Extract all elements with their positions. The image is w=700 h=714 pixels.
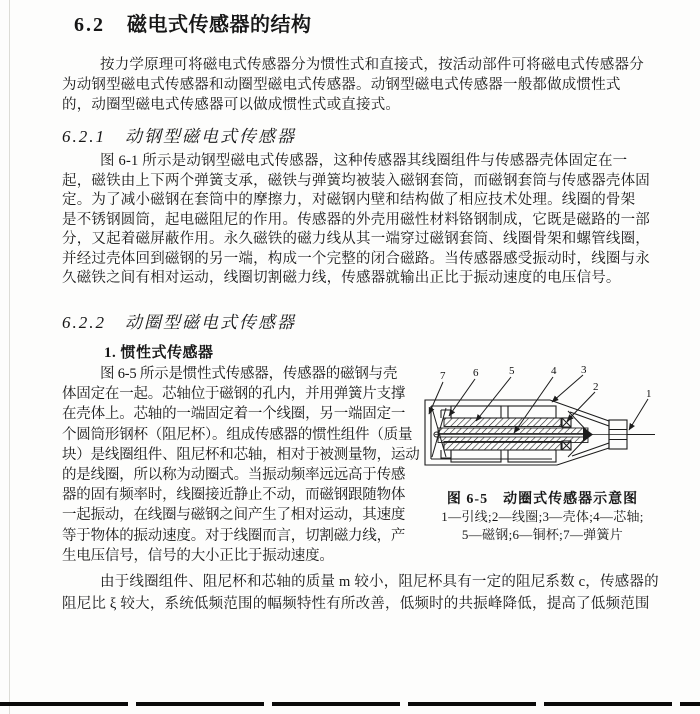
section-heading-622: 6.2.2 动圈型磁电式传感器 <box>62 313 296 332</box>
paragraph-line: 在壳体上。芯轴的一端固定着一个线圈，另一端固定一 <box>62 406 406 423</box>
section-621-paragraph <box>62 152 662 289</box>
leader-1 <box>629 399 648 430</box>
magnet-block <box>451 450 501 462</box>
paragraph-line: 的是线圈，所以称为动圈式。当振动频率远远高于传感 <box>62 467 406 484</box>
leader-3 <box>552 375 583 402</box>
copper-cup <box>441 410 451 458</box>
subsection-heading-inertial: 1. 惯性式传感器 <box>104 345 214 361</box>
paragraph-line: 定。为了减小磁钢在套筒中的摩擦力，对磁钢内壁和结构做了相应技术处理。线圈的骨架 <box>62 192 636 208</box>
paragraph-line: 为动钢型磁电式传感器和动圈型磁电式传感器。动钢型磁电式传感器一般都做成惯性式 <box>62 77 621 93</box>
paragraph-line: 一起振动，在线圈与磁钢之间产生了相对运动，其速度 <box>62 507 406 524</box>
paragraph-line: 的，动圈型磁电式传感器可以做成惯性式或直接式。 <box>62 97 401 113</box>
magnet-block <box>451 406 501 418</box>
sensor-cross-section-diagram <box>415 366 670 486</box>
figure-label-2: 2 <box>593 381 599 393</box>
figure-6-5 <box>415 366 670 544</box>
paragraph-line: 由于线圈组件、阻尼杯和芯轴的质量 m 较小，阻尼杯具有一定的阻尼系数 c，传感器的 <box>100 574 659 590</box>
leader-7 <box>429 382 443 414</box>
paragraph-line: 阻尼比 ξ 较大，系统低频范围的幅频特性有所改善，低频时的共振峰降低，提高了低频范围 <box>62 596 650 612</box>
page-title <box>74 8 312 37</box>
figure-legend-line2: 5—磁钢;6—铜杯;7—弹簧片 <box>461 527 624 542</box>
magnet-steel-bar-top <box>444 418 561 427</box>
section-title-text: 磁电式传感器的结构 <box>127 14 312 36</box>
paragraph-line: 起，磁铁由上下两个弹簧支承，磁铁与弹簧均被装入磁钢套筒，而磁钢套筒与传感器壳体固 <box>62 172 650 189</box>
paragraph-line: 器的固有频率时，线圈接近静止不动，而磁钢跟随物体 <box>62 487 406 504</box>
paragraph-line: 等于物体的振动速度。对于线圈而言，切割磁力线，产 <box>62 527 406 544</box>
figure-label-6: 6 <box>473 367 479 379</box>
core-shaft-top <box>438 428 588 434</box>
figure-label-4: 4 <box>551 366 557 377</box>
closing-paragraph <box>62 571 662 615</box>
paragraph-line: 个圆筒形钢杯（阻尼杯）。组成传感器的惯性组件（质量 <box>62 426 413 443</box>
paragraph-line: 并经过壳体回到磁钢的另一端，构成一个完整的闭合磁路。当传感器感受振动时，线圈与永 <box>62 250 650 267</box>
figure-label-3: 3 <box>581 366 587 376</box>
coil-section-top <box>562 418 571 427</box>
figure-label-1: 1 <box>646 388 652 400</box>
paragraph-line: 图 6-1 所示是动钢型磁电式传感器，这种传感器其线圈组件与传感器壳体固定在一 <box>100 153 628 169</box>
scan-edge-artifact <box>9 0 10 714</box>
section-622-narrow-paragraph <box>62 364 422 566</box>
paragraph-line: 是不锈钢圆筒，起电磁阻尼的作用。传感器的外壳用磁性材料铬钢制成，它既是磁路的一部 <box>62 211 650 228</box>
paragraph-line: 块）是线圈组件、阻尼杯和芯轴，相对于被测量物，运动 <box>62 446 420 463</box>
figure-caption: 图 6-5 动圈式传感器示意图 <box>446 492 639 507</box>
section-heading-621: 6.2.1 动钢型磁电式传感器 <box>62 127 296 146</box>
scan-bottom-artifact <box>0 702 700 706</box>
paragraph-line: 体固定在一起。芯轴位于磁钢的孔内，并用弹簧片支撑 <box>62 386 406 403</box>
figure-label-5: 5 <box>509 366 515 377</box>
figure-legend-line1: 1—引线;2—线圈;3—壳体;4—芯轴; <box>441 509 644 524</box>
paragraph-line: 生电压信号，信号的大小正比于振动速度。 <box>62 547 334 564</box>
core-shaft-bottom <box>438 437 588 443</box>
figure-label-7: 7 <box>440 370 446 382</box>
section-number: 6.2 <box>74 14 105 36</box>
paragraph-line: 分，又起着磁屏蔽作用。永久磁铁的磁力线从其一端穿过磁钢套筒、线圈骨架和螺管线圈， <box>62 231 650 247</box>
paragraph-line: 久磁铁之间有相对运动，线圈切割磁力线，传感器就输出正比于振动速度的电压信号。 <box>62 270 621 286</box>
leader-6 <box>449 379 475 416</box>
magnet-block <box>508 450 556 462</box>
leader-5 <box>476 377 511 421</box>
leader-2 <box>567 392 595 421</box>
paragraph-line: 按力学原理可将磁电式传感器分为惯性式和直接式，按活动部件可将磁电式传感器分 <box>100 57 644 73</box>
intro-paragraph <box>62 55 662 115</box>
paragraph-line: 图 6-5 所示是惯性式传感器，传感器的磁钢与壳 <box>100 366 398 382</box>
